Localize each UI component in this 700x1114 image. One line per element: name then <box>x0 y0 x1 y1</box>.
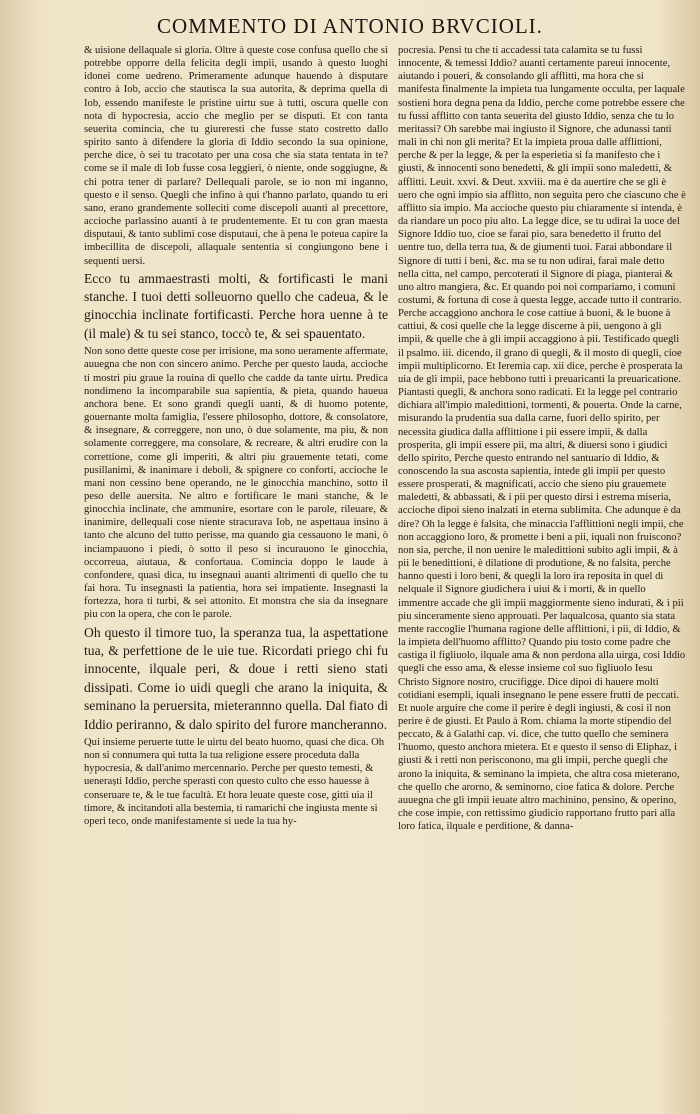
running-header: COMMENTO DI ANTONIO BRVCIOLI. <box>157 14 543 38</box>
commentary-paragraph: Qui insieme peruerte tutte le uirtu del beato huomo, quasi che dica. Oh non si connumera qui tutta la tua religione essere proceduta dalla hypocresia, & dall'animo mercennario. Perche per questo temesti, & ueneraști Iddio, perche sperasti con questo culto che esso hauesse à conseruare te, & le tue facultà. Et hora leuate queste cose, gitti uia il timore, & incitandoti alla bestemia, ti ramarichi che ingiusta mente si operi teco, onde manifestamente si uede la tua hy- <box>84 737 385 827</box>
left-column <box>84 44 388 828</box>
scripture-verse: Ecco tu ammaestrasti molti, & fortificasti le mani stanche. I tuoi detti solleuorno quello che cadeua, & le ginocchia inclinate fortificasti. Perche hora uenne à te (il male) & tu sei stanco, toccò te, & sei spauentato. <box>84 270 388 341</box>
commentary-paragraph: pocresia. Pensi tu che ti accadessi tata calamita se tu fussi innocente, & temessi Iddio? auanti certamente pareui innocente, aiutando i poueri, & consolando gli afflitti, ma hora che si manifesta finalmente la impieta tua lungamente occulta, per laquale sostieni hora degna pena da Iddio, perche come potrebbe essere che tu fussi afflitto con tanta seuerita del giusto Iddio, senza che tu lo meritassi? Oh sarebbe mai ingiusto il Signore, che adunassi tanti mali in chi non gli merita? Et la impieta proua dalle afflittioni, perche & per la legge, & per la esperietia si fa manifesto che i giusti, & innocenti sono benedetti, & gli impii sono maledetti, & afflitti. Leuit. xxvi. & Deut. xxviii. ma è da auertire che se gli è uero che ogni impio sia afflitto, non seguita pero che ciascuno che è afflitto sia impio. Ma accioche questo piu chiaramente si intenda, è da riandare un poco piu alto. La legge dice, se tu udirai la uoce del Signore Iddio tuo, cioe se farai pio, sara benedetto il frutto del uentre tuo, della terra tua, & de giumenti tuoi. Farai abbondare il Signore di tutti i beni, &c. ma se tu non udirai, farai male detto nella citta, nel campo, percoterati il Signore di piaga, pianterai & uno altro mangiera, &c. Et quando poi noi compariamo, i comuni costumi, & fortuna di cose à questa legge, accade tutto il contrario. Perche accaggiono anchora le cose cattiue à buoni, & le buone à cattiui, & cosi quelle che la legge discerne à pii, uengono à gli impii, & quelle che à gli impii accaggiono à pii. Testificado quegli il psalmo. iii. dicendo, il grano di quegli, & il mosto di quegli, cioe impii multiplicorno. Et Ieremia cap. xii dice, perche è prosperata la uia de gli impii, pace hebbono tutti i preuaricanti la preuaricatione. Piantasti quegli, & anchora sono radicati. Et la legge pel contrario dichiara all'impio maledittioni, tormenti, & pouerta. Onde la carne, misurando la prudentia sua dalla carne, fuori dello spirito, per necessita giudica dalla afflittione i pii essere impii, & dalla prosperita, gli impii essere pii, ma altri, & diuersi sono i giudici dello spirito, Perche questo entrando nel santuario di Iddio, & conoscendo la sua ascosta sapientia, intede gli impii per questo essere prosperati, & magnificati, accio che sieno piu grauemete maledetti, & abbassati, & i pii per questo dirsi i estrema miseria, accioche dipoi sieno inalzati in eterna sublimita. Che adunque è da dire? Oh la legge è falsita, che minaccia l'afflittioni negli impii, che non accaggiono loro, & promette i beni a pii, iquali non fruiscono? non sia, perche, il non uenire le maledittioni subito agli impii, & à pii le benedittioni, è dilatione di produtione, & no falsita, perche hanno questi i loro beni, & quegli la loro ira reposita in quel di nelquale il Signore giudichera i uiui & i morti, & in quello immentre accade che gli impii maggiormente sieno indurati, & i pii piu sinceramente sieno approuati. Per laqualcosa, quanto sia stata mente raccoglie l'humana ragione delle afflittioni, i pii, di Iddio, & la impieta dell'huomo afflitto? Quando piu tosto come padre che castiga il figliuolo, ilquale ama & non perdona alla uirga, cosi Iddio quegli che esso ama, & elesse insieme col suo figliuolo Iesu Christo Signore nostro, crucifigge. Dice dipoi di hauere molti cotidiani esempli, iquali insegnano le pene essere frutti de peccati. Et nuole arguire che come il perire è degli ingiusti, & cosi il non perire è de giusti. Et Paulo à Rom. chiama la morte stipendio del peccato, & à Galathi cap. vi. dice, che tutto quello che seminera l'huomo, questo anchora mietera. Et e questo il senso di Eliphaz, i giusti & i retti non perisconono, ma gli impii, perche quegli che arono la iniquita, & seminano la impieta, che altra cosa mieterano, che quello che arorno, & seminorno, cioe fatica & dolore. Perche auuegna che gli impii ieuate altro machinino, pensino, & operino, che cose impie, con rettissimo giudicio rapportano frutto pari alla loro fatica, ilquale e perditione, & danna- <box>398 45 686 833</box>
right-column <box>398 44 686 833</box>
commentary-paragraph: & uisione dellaquale si gloria. Oltre à queste cose confusa quello che si potrebbe opporre della felicita degli impii, usando à questo luoghi idonei come uedreno. Primeramente adunque hauendo à disputare contro à Iob, accio che stautisca la sua autorita, & deprima quella di Iob, essendo manifeste le pristine uirtu sue à tutti, oscura quelle con nota di hypocresia, accio che meglio per se disputi. Et con tanta seuerita comincia, che tu giureresti che fusse stato costretto dallo spirito santo à difendere la gloria di Iddio secondo la sua opinione, perche dice, ò sei tu tracotato per una cosa che sia stata tentata in te? come se il male di Iob fusse cosa leggieri, ò niente, onde soggiugne, & chi potra tener di parlare? Dellequali parole, se io non mi inganno, questo e il senso. Quegli che infino à qui t'hanno parlato, quando tu eri sano, erano grandemente solleciti come discepoli auanti al precettore, accioche parlassino auanti à te prudentemente. Et tu con gran maesta disputaui, & tanto sublimi cose disputaui, che à pena le poteua capire la imbecillita de discepoli, allaquale sententia si congiungono bene i sequenti uersi. <box>84 45 388 267</box>
commentary-paragraph: Non sono dette queste cose per irrisione, ma sono ueramente affermate, auuegna che non con sincero animo. Perche per questo lauda, accioche ti mostri piu graue la rouina di quello che cadde da tante uirtu. Predica nondimeno la incomparabile sua sapientia, & pieta, quando haueua anchora bene. Et sono grandi quegli uanti, & di huomo potente, gouernante molta famiglia, l'essere philosopho, dottore, & consolatore, & insegnare, & correggere, non uno, ò due solamente, ma piu, & non solamente correggere, ma consolare, & recreare, & altri erudire con la correttione, come gli imperiti, & altri piu grauemente tetati, come pusillanimi, & inanimare i deboli, & spignere co conforti, accioche le mani non cessino bene operando, ne le ginocchia manchino, sotto il peso delle auersita. Ne altro e fortificare le mani stanche, & le ginocchia inclinate, che ammunire, esortare con le parole, rileuare, & inanimire, dellequali cose niente stracurava Iob, ne aspettaua insino à tanto che alcuno del tutto perisse, ma quando gia cessauono le mani, ò inciampauono i piedi, ò sotto il peso si incurauono le ginocchia, occorreua, aiutaua, & confortaua. Comincia doppo le laude à confondere, quasi dica, tu insegnaui auanti altrimenti di quello che tu fai hora. Tu insegnasti la patientia, hora sei impatiente. Insegnasti la fortezza, hora ti turbi, & sei attonito. Et monstra che sia da insegnare piu con la opera, che con le parole. <box>84 346 388 621</box>
scripture-verse: Oh questo il timore tuo, la speranza tua, la aspettatione tua, & perfettione de le uie tue. Ricordati priego chi fu innocente, ilquale peri, & doue i retti sieno stati dissipati. Come io uidi quegli che arano la iniquita, & seminano la peruersita, mieterannno quella. Dal fiato di Iddio periranno, & dalo spirito del furore mancheranno. <box>84 624 388 732</box>
